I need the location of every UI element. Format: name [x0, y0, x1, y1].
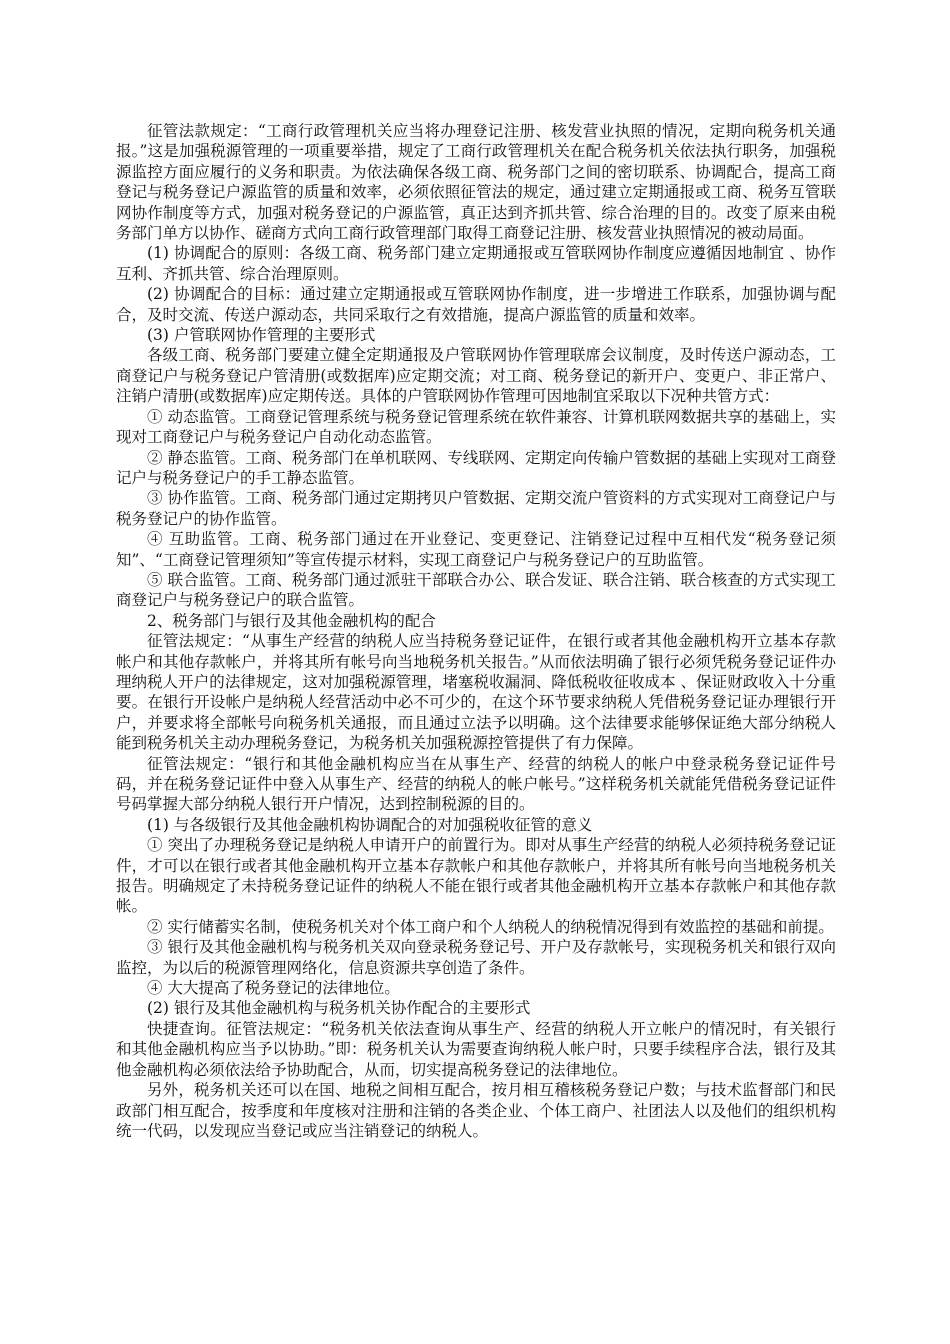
paragraph: 征管法规定：“从事生产经营的纳税人应当持税务登记证件，在银行或者其他金融机构开立基本存款帐户和其他存款帐户，并将其所有帐号向当地税务机关报告。”从而依法明确了银行必须凭税务登记证件办理纳税人开户的法律规定，这对加强税源管理，堵塞税收漏洞、降低税收征收成本 、保证财政收入十分重要。在银行开设帐户是纳税人经营活动中必不可少的，在这个环节要求纳税人凭借税务登记证办理银行开户，并要求将全部帐号向税务机关通报，而且通过立法予以明确。这个法律要求能够保证绝大部分纳税人能到税务机关主动办理税务登记，为税务机关加强税源控管提供了有力保障。	[116, 632, 836, 753]
paragraph: 另外，税务机关还可以在国、地税之间相互配合，按月相互稽核税务登记户数；与技术监督部门和民政部门相互配合，按季度和年度核对注册和注销的各类企业、个体工商户、社团法人以及他们的组织机构统一代码，以发现应当登记或应当注销登记的纳税人。	[116, 1081, 836, 1140]
paragraph: 征管法款规定：“工商行政管理机关应当将办理登记注册、核发营业执照的情况，定期向税务机关通报。”这是加强税源管理的一项重要举措，规定了工商行政管理机关在配合税务机关依法执行职务，加强税源监控方面应履行的义务和职责。为依法确保各级工商、税务部门之间的密切联系、协调配合，提高工商登记与税务登记户源监管的质量和效率，必须依照征管法的规定，通过建立定期通报或工商、税务互管联网协作制度等方式，加强对税务登记的户源监管，真正达到齐抓共管、综合治理的目的。改变了原来由税务部门单方以协作、磋商方式向工商行政管理部门取得工商登记注册、核发营业执照情况的被动局面。	[116, 122, 836, 243]
list-item: ① 突出了办理税务登记是纳税人申请开户的前置行为。即对从事生产经营的纳税人必须持税务登记证件，才可以在银行或者其他金融机构开立基本存款帐户和其他存款帐户，并将其所有帐号向当地税务机关报告。明确规定了未持税务登记证件的纳税人不能在银行或者其他金融机构开立基本存款帐户和其他存款帐。	[116, 836, 836, 916]
list-item: ② 静态监管。工商、税务部门在单机联网、专线联网、定期定向传输户管数据的基础上实现对工商登记户与税务登记户的手工静态监管。	[116, 448, 836, 487]
subheading: (3) 户管联网协作管理的主要形式	[147, 326, 376, 345]
document-body	[116, 121, 836, 1141]
paragraph: (2) 协调配合的目标：通过建立定期通报或互管联网协作制度，进一步增进工作联系，加强协调与配合，及时交流、传送户源动态，共同采取行之有效措施，提高户源监管的质量和效率。	[116, 285, 836, 324]
list-item: ③ 协作监管。工商、税务部门通过定期拷贝户管数据、定期交流户管资料的方式实现对工商登记户与税务登记户的协作监管。	[116, 489, 836, 528]
subheading: (2) 银行及其他金融机构与税务机关协作配合的主要形式	[147, 999, 531, 1018]
list-item: ② 实行储蓄实名制，使税务机关对个体工商户和个人纳税人的纳税情况得到有效监控的基础和前提。	[147, 917, 834, 936]
list-item: ④ 互助监管。工商、税务部门通过在开业登记、变更登记、注销登记过程中互相代发“税务登记须知”、“工商登记管理须知”等宣传提示材料，实现工商登记户与税务登记户的互助监管。	[116, 530, 836, 569]
list-item: ④ 大大提高了税务登记的法律地位。	[147, 979, 400, 998]
list-item: ⑤ 联合监管。工商、税务部门通过派驻干部联合办公、联合发证、联合注销、联合核查的方式实现工商登记户与税务登记户的联合监管。	[116, 570, 836, 610]
list-item: ① 动态监管。工商登记管理系统与税务登记管理系统在软件兼容、计算机联网数据共享的基础上，实现对工商登记户与税务登记户自动化动态监管。	[116, 407, 836, 447]
subheading: (1) 与各级银行及其他金融机构协调配合的对加强税收征管的意义	[147, 815, 593, 834]
paragraph: (1) 协调配合的原则：各级工商、税务部门建立定期通报或互管联网协作制度应遵循因地制宜 、协作互利、齐抓共管、综合治理原则。	[116, 244, 836, 283]
list-item: ③ 银行及其他金融机构与税务机关双向登录税务登记号、开户及存款帐号，实现税务机关和银行双向监控，为以后的税源管理网络化，信息资源共享创造了条件。	[116, 938, 836, 977]
paragraph: 快捷查询。征管法规定：“税务机关依法查询从事生产、经营的纳税人开立帐户的情况时，有关银行和其他金融机构应当予以协助。”即：税务机关认为需要查询纳税人帐户时，只要手续程序合法，银行及其他金融机构必须依法给予协助配合，从而，切实提高税务登记的法律地位。	[116, 1019, 836, 1079]
paragraph: 各级工商、税务部门要建立健全定期通报及户管联网协作管理联席会议制度，及时传送户源动态，工商登记户与税务登记户管清册(或数据库)应定期交流；对工商、税务登记的新开户、变更户、非正常户、注销户清册(或数据库)应定期传送。具体的户管联网协作管理可因地制宜采取以下况种共管方式：	[116, 346, 836, 406]
section-heading: 2、税务部门与银行及其他金融机构的配合	[147, 611, 436, 630]
paragraph: 征管法规定：“银行和其他金融机构应当在从事生产、经营的纳税人的帐户中登录税务登记证件号码，并在税务登记证件中登入从事生产、经营的纳税人的帐户帐号。”这样税务机关就能凭借税务登记证件号码掌握大部分纳税人银行开户情况，达到控制税源的目的。	[116, 754, 836, 814]
